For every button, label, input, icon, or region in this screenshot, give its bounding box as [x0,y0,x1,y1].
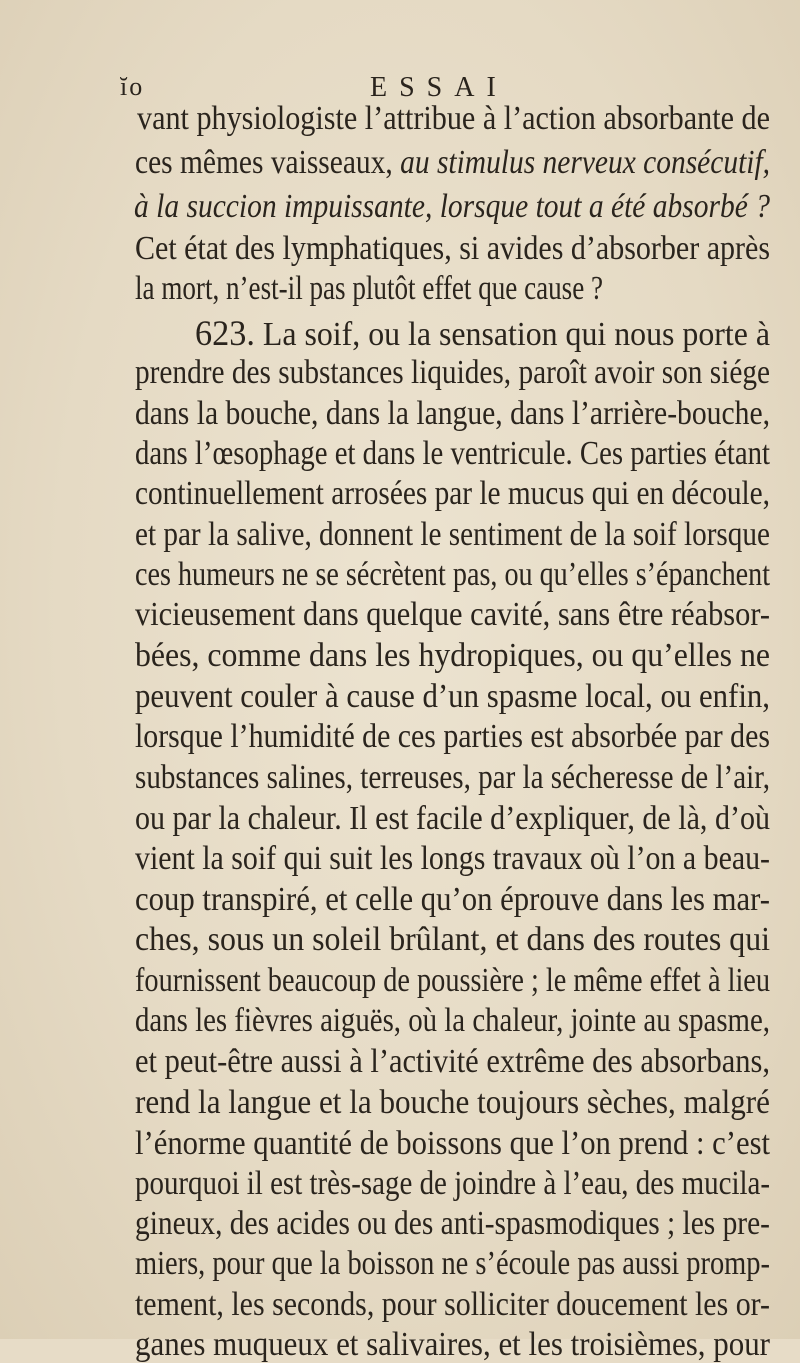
text-line [137,102,770,136]
text-span: gineux, des acides ou des anti-spasmodiques ; les pre- [135,1205,770,1242]
text-span: prendre des substances liquides, paroît avoir son siége [135,354,771,391]
text-line [135,477,770,511]
text-line [135,923,770,957]
text-line [135,639,770,673]
text-line [135,397,770,431]
text-line [135,964,770,998]
text-span: dans l’œsophage et dans le ventricule. Ces parties étant [135,435,770,472]
text-line [135,883,770,917]
text-line [135,1328,770,1362]
text-line [135,356,770,390]
text-span: ches, sous un soleil brûlant, et dans des routes qui [135,921,771,958]
text-line [135,680,770,714]
text-line [135,1207,770,1241]
section-number: 623. [195,313,255,353]
text-span: vient la soif qui suit les longs travaux où l’on a beau- [135,840,771,877]
text-span: Cet état des lymphatiques, si avides d’absorber après [135,230,771,267]
text-span: au stimulus nerveux consécutif, [400,144,771,181]
text-line [135,272,603,306]
running-title: ESSAI [370,72,508,103]
text-span: à la succion impuissante, lorsque tout a été absorbé ? [134,188,770,225]
text-line [135,1045,770,1079]
text-line [135,232,770,266]
text-line [135,437,770,471]
text-line [135,598,770,632]
text-span: continuellement arrosées par le mucus qui en découle, [135,475,771,512]
text-span: pourquoi il est très-sage de joindre à l’eau, des mucila- [135,1165,771,1202]
text-span: miers, pour que la boisson ne s’écoule pas aussi promp- [135,1245,770,1282]
text-span: dans la bouche, dans la langue, dans l’arrière-bouche, [135,395,771,432]
text-span: l’énorme quantité de boissons que l’on prend : c’est [135,1125,771,1162]
text-line [135,1288,770,1322]
text-line [195,315,770,352]
text-line [135,1167,770,1201]
text-span: lorsque l’humidité de ces parties est absorbée par des [135,718,770,755]
text-span: bées, comme dans les hydropiques, ou qu’elles ne [135,637,770,674]
text-span: La soif, ou la sensation qui nous porte à [254,316,770,353]
text-span: dans les fièvres aiguës, où la chaleur, jointe au spasme, [135,1002,771,1039]
text-line [135,802,770,836]
text-span: tement, les seconds, pour solliciter doucement les or- [135,1286,771,1323]
text-line [135,720,770,754]
text-line [134,190,770,224]
text-span: vant physiologiste l’attribue à l’action absorbante de [137,100,770,137]
text-span: substances salines, terreuses, par la sécheresse de l’air, [135,759,770,796]
text-span: ou par la chaleur. Il est facile d’expliquer, de là, d’où [135,800,770,837]
text-span: ces humeurs ne se sécrètent pas, ou qu’elles s’épanchent [135,556,771,593]
text-span: vicieusement dans quelque cavité, sans être réabsor- [135,596,770,633]
text-line [135,1086,770,1120]
text-span: la mort, n’est-il pas plutôt effet que cause ? [135,270,604,307]
text-span: fournissent beaucoup de poussière ; le même effet à lieu [135,962,771,999]
page-number: ĭo [120,72,145,101]
text-line [135,558,770,592]
text-span: ganes muqueux et salivaires, et les troisièmes, pour [135,1326,770,1363]
text-span: rend la langue et la bouche toujours sèches, malgré [135,1084,770,1121]
text-line [135,842,770,876]
text-line [135,1247,770,1281]
text-span: coup transpiré, et celle qu’on éprouve dans les mar- [135,881,771,918]
text-line [135,1004,770,1038]
text-span: ces mêmes vaisseaux, [135,144,401,181]
text-line [135,1127,770,1161]
text-span: et peut-être aussi à l’activité extrême des absorbans, [135,1043,770,1080]
text-line [135,518,770,552]
text-span: et par la salive, donnent le sentiment de la soif lorsque [135,516,770,553]
text-span: peuvent couler à cause d’un spasme local, ou enfin, [135,678,771,715]
text-line [135,146,770,180]
text-line [135,761,770,795]
